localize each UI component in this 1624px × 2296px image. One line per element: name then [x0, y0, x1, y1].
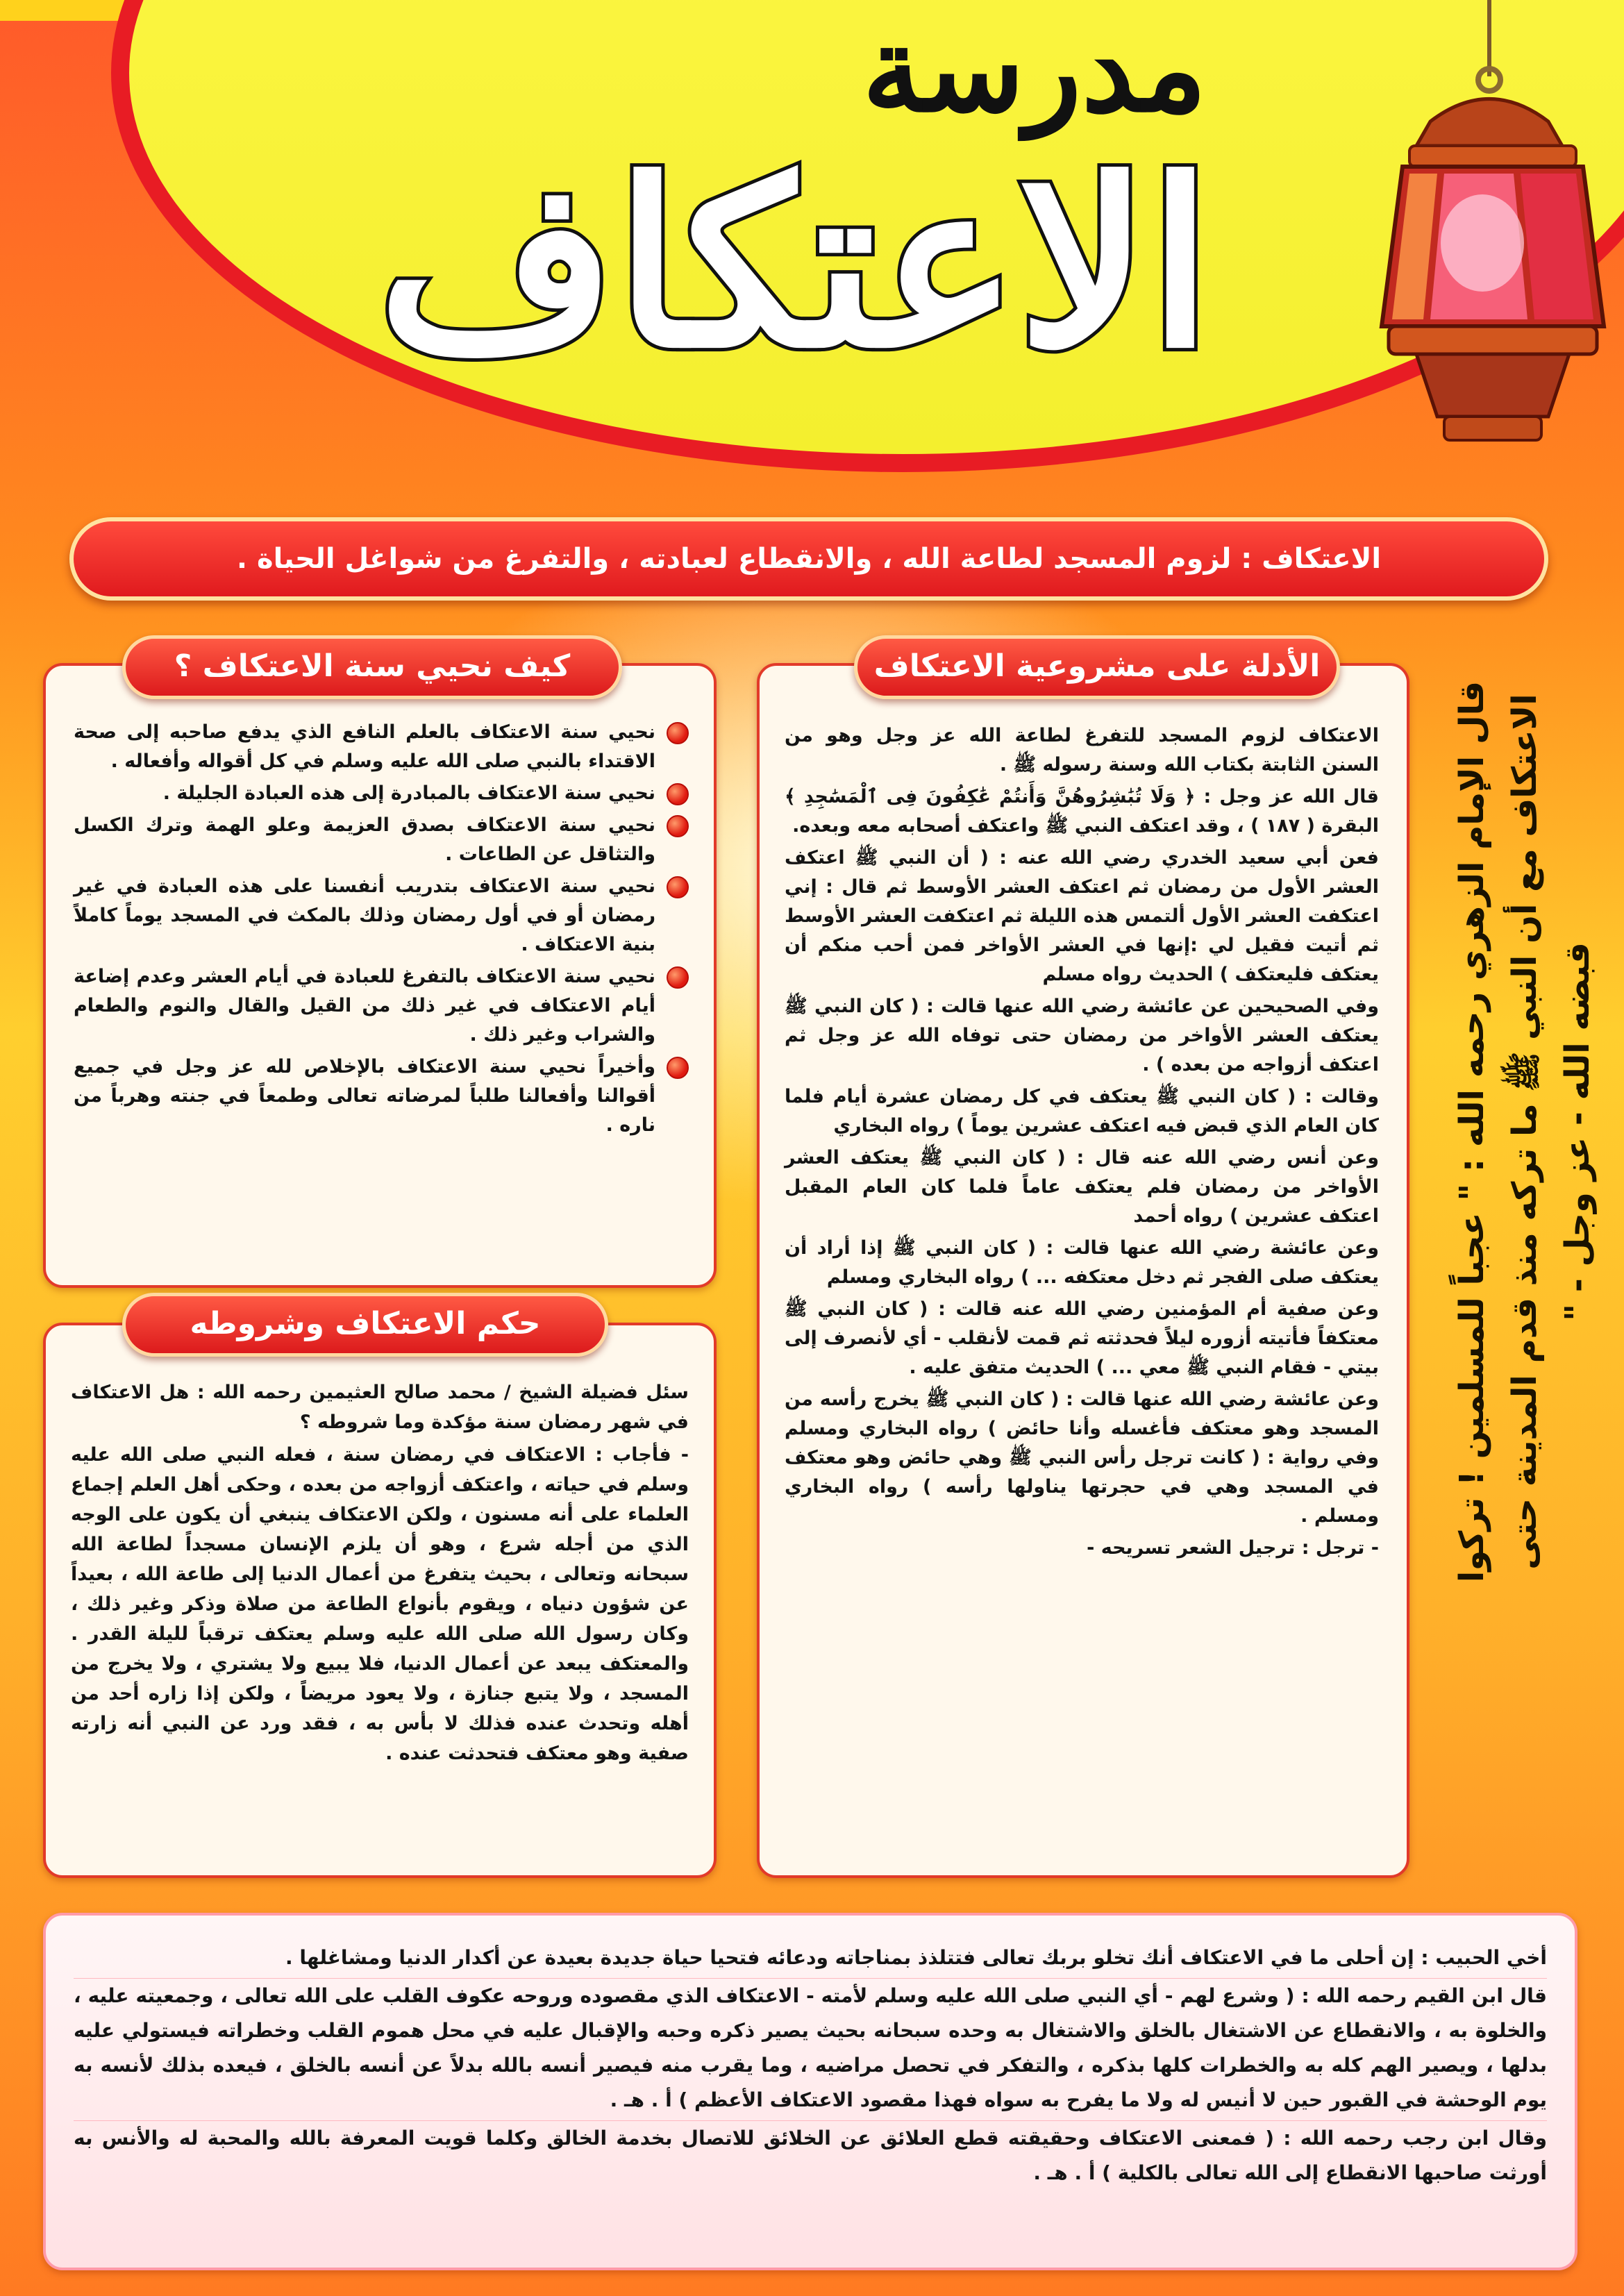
how-to-revive-panel — [43, 663, 717, 1288]
how-to-revive-title: كيف نحيي سنة الاعتكاف ؟ — [122, 635, 622, 699]
bullet-icon — [667, 966, 689, 989]
ruling-title: حكم الاعتكاف وشروطه — [122, 1293, 608, 1357]
ruling-answer: - فأجاب : الاعتكاف في رمضان سنة ، فعله النبي صلى الله عليه وسلم في حياته ، واعتكف أزواجه من بعده ، وحكى أهل العلم إجماع العلماء على أنه مسنون ، ولكن الاعتكاف ينبغي أن يكون على الوجه الذي من أجله شرع ، وهو أن يلزم الإنسان مسجداً لطاعة الله سبحانه وتعالى ، بحيث يتفرغ من أعمال الدنيا إلى طاعة الله ، بعيداً عن شؤون دنياه ، ويقوم بأنواع الطاعة من صلاة وذكر وغير ذلك ، وكان رسول الله صلى الله عليه وسلم يعتكف ترقباً لليلة القدر . والمعتكف يبعد عن أعمال الدنيا، فلا يبيع ولا يشتري ، ولا يخرج من المسجد ، ولا يتبع جنازة ، ولا يعود مريضاً ، ولكن إذا زاره أحد من أهله وتحدث عنده فذلك لا بأس به ، فقد ورد عن النبي أنه زارته صفية وهو معتكف فتحدثت عنده . — [71, 1444, 689, 1764]
definition-bar: الاعتكاف : لزوم المسجد لطاعة الله ، والانقطاع لعبادته ، والتفرغ من شواغل الحياة . — [69, 517, 1548, 601]
list-item: نحيي سنة الاعتكاف بصدق العزيمة وعلو الهمة وترك الكسل والتثاقل عن الطاعات . — [74, 811, 689, 869]
evidence-paragraph: وقالت : ( كان النبي ﷺ يعتكف في كل رمضان عشرة أيام فلما كان العام الذي قبض فيه اعتكف عشرين يوماً ) رواه البخاري — [785, 1086, 1379, 1137]
evidence-panel — [757, 663, 1409, 1878]
ramadan-lantern-icon — [1340, 0, 1624, 486]
list-item: وأخيراً نحيي سنة الاعتكاف بالإخلاص لله عز وجل في جميع أقوالنا وأفعالنا طلباً لمرضاته تعالى وطمعاً في جنته وهرباً من ناره . — [74, 1053, 689, 1140]
bottom-panel — [43, 1913, 1577, 2270]
list-item: نحيي سنة الاعتكاف بالتفرغ للعبادة في أيام العشر وعدم إضاعة أيام الاعتكاف في غير ذلك من القيل والقال والنوم والطعام والشراب وغير ذلك . — [74, 962, 689, 1050]
evidence-paragraph: فعن أبي سعيد الخدري رضي الله عنه : ( أن النبي ﷺ اعتكف العشر الأول من رمضان ثم اعتكف العشر الأوسط ثم قال : إني اعتكفت العشر الأول ألتمس هذه الليلة ثم اعتكفت العشر الأوسط ثم أتيت فقيل لي :إنها في العشر الأواخر فمن أحب منكم أن يعتكف فليعتكف ) الحديث رواه مسلم — [785, 847, 1379, 985]
list-item: نحيي سنة الاعتكاف بتدريب أنفسنا على هذه العبادة في غير رمضان أو في أول رمضان وذلك بالمكث في المسجد يوماً كاملاً بنية الاعتكاف . — [74, 872, 689, 960]
bottom-paragraph: وقال ابن رجب رحمه الله : ( فمعنى الاعتكاف وحقيقته قطع العلائق عن الخلائق للاتصال بخدمة الخالق وكلما قويت المعرفة بالله والمحبة له والأنس به أورثت صاحبها الانقطاع إلى الله تعالى بالكلية ) أ . هـ . — [74, 2127, 1547, 2184]
bullet-icon — [667, 783, 689, 805]
bullet-icon — [667, 722, 689, 744]
ruling-question: سئل فضيلة الشيخ / محمد صالح العثيمين رحمه الله : هل الاعتكاف في شهر رمضان سنة مؤكدة وما شروطه ؟ — [71, 1382, 689, 1433]
zuhri-quote: قال الإمام الزهري رحمه الله : " عجباً للمسلمين ! تركوا الاعتكاف مع أن النبي ﷺ ما تركه منذ قدم المدينة حتى قبضه الله - عز وجل - " — [1453, 680, 1597, 1583]
ruling-panel — [43, 1323, 717, 1878]
bullet-icon — [667, 815, 689, 837]
evidence-paragraph: وعن عائشة رضي الله عنها قالت : ( كان النبي ﷺ يخرج رأسه من المسجد وهو معتكف فأغسله وأنا حائض ) رواه البخاري ومسلم وفي رواية : ( كانت ترجل رأس النبي ﷺ وهي حائض وهو معتكف في المسجد وهي في حجرتها يناولها رأسه ) رواه البخاري ومسلم . — [785, 1389, 1379, 1527]
bottom-paragraph: أخي الحبيب : إن أحلى ما في الاعتكاف أنك تخلو بربك تعالى فتتلذذ بمناجاته ودعائه فتحيا حياة جديدة بعيدة عن أكدار الدنيا ومشاغلها . — [285, 1946, 1547, 1969]
evidence-paragraph: وفي الصحيحين عن عائشة رضي الله عنها قالت : ( كان النبي ﷺ يعتكف العشر الأواخر من رمضان حتى توفاه الله عز وجل ثم اعتكف أزواجه من بعده ) . — [785, 996, 1379, 1075]
list-item: نحيي سنة الاعتكاف بالعلم النافع الذي يدفع صاحبه إلى صحة الاقتداء بالنبي صلى الله عليه وسلم في كل أقواله وأفعاله . — [74, 718, 689, 776]
title-itikaf: الاعتكاف — [378, 129, 1212, 399]
evidence-note: - ترجل : ترجيل الشعر تسريحه - — [1087, 1537, 1379, 1559]
bottom-paragraph: قال ابن القيم رحمه الله : ( وشرع لهم - أي النبي صلى الله عليه وسلم لأمته - الاعتكاف الذي مقصوده وروحه عكوف القلب على الله تعالى ، وجمعيته عليه ، والخلوة به ، والانقطاع عن الاشتغال بالخلق والاشتغال به وحده سبحانه بحيث يصير ذكره وحبه والإقبال عليه في محل هموم القلب وخطراته فيستولي عليه بدلها ، ويصير الهم كله به والخطرات كلها بذكره ، والتفكر في تحصل مراضيه ، وما يقرب منه فيصير أنسه بالله بدلاً عن أنسه بالخلق ، فيعده بذلك لأنسه به يوم الوحشة في القبور حين لا أنيس له ولا ما يفرح به سواه فهذا مقصود الاعتكاف الأعظم ) أ . هـ . — [74, 1984, 1547, 2111]
evidence-paragraph: قال الله عز وجل : ﴿ وَلَا تُبَٰشِرُوهُنَّ وَأَنتُمْ عَٰكِفُونَ فِى ٱلْمَسَٰجِدِ ﴾ البقرة ( ١٨٧ ) ، وقد اعتكف النبي ﷺ واعتكف أصحابه معه وبعده. — [785, 786, 1379, 837]
evidence-paragraph: وعن عائشة رضي الله عنها قالت : ( كان النبي ﷺ إذا أراد أن يعتكف صلى الفجر ثم دخل معتكفه ... ) رواه البخاري ومسلم — [785, 1237, 1379, 1288]
bullet-icon — [667, 876, 689, 898]
evidence-paragraph: وعن صفية أم المؤمنين رضي الله عنه قالت : ( كان النبي ﷺ معتكفاً فأتيته أزوره ليلاً فحدثته ثم قمت لأنقلب - أي لأنصرف إلى بيتي - فقام النبي ﷺ معي ... ) الحديث متفق عليه . — [785, 1298, 1379, 1378]
evidence-title: الأدلة على مشروعية الاعتكاف — [854, 635, 1340, 699]
list-item: نحيي سنة الاعتكاف بالمبادرة إلى هذه العبادة الجليلة . — [74, 779, 689, 808]
vertical-quote-area — [1439, 646, 1605, 1618]
evidence-paragraph: وعن أنس رضي الله عنه قال : ( كان النبي ﷺ يعتكف العشر الأواخر من رمضان فلم يعتكف عاماً فلما كان العام المقبل اعتكف عشرين ) رواه أحمد — [785, 1147, 1379, 1227]
bullet-icon — [667, 1057, 689, 1079]
evidence-paragraph: الاعتكاف لزوم المسجد للتفرغ لطاعة الله عز وجل وهو من السنن الثابتة بكتاب الله وسنة رسوله ﷺ . — [785, 725, 1379, 776]
title-school: مدرسة — [862, 0, 1207, 139]
